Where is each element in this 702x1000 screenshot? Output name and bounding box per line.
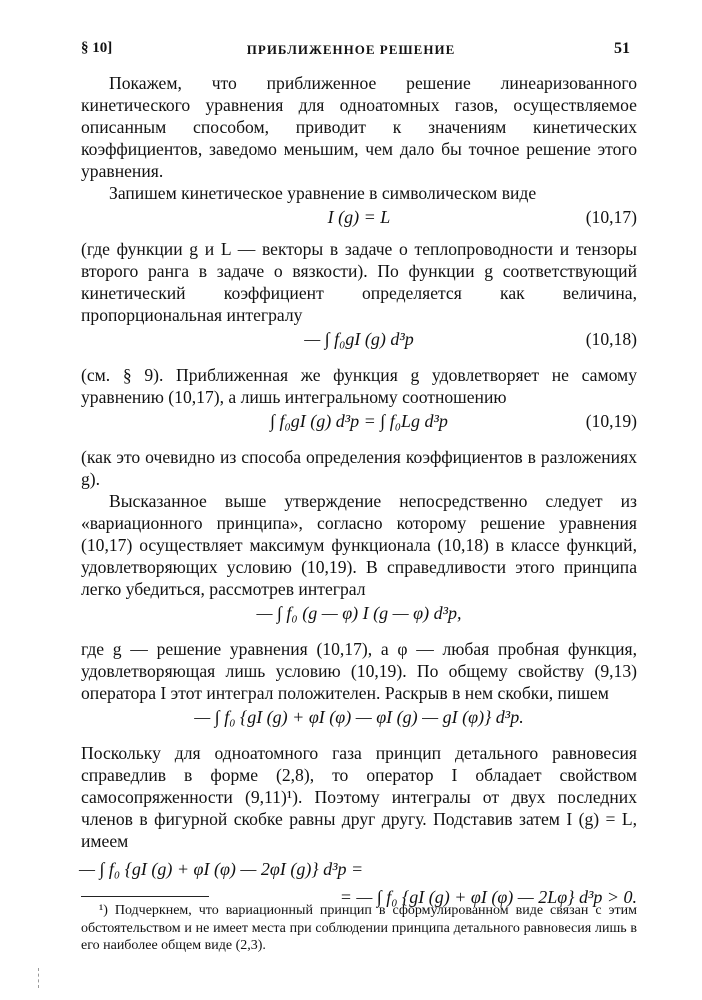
equation-10-17 [81,206,637,234]
footnote-rule [81,896,209,897]
equation-number: (10,17) [585,207,637,227]
equation-formula: — ∫ f₀ (g — φ) I (g — φ) d³p, [256,603,462,623]
page-body [81,72,637,916]
margin-mark [38,968,40,988]
running-title: ПРИБЛИЖЕННОЕ РЕШЕНИЕ [246,42,456,57]
paragraph-1: Покажем, что приближенное решение линеаризованного кинетического уравнения для одноатомных газов, осуществляемое описанным способом, приводит к значениям кинетических коэффициентов, заведомо меньшим, чем дало бы точное решение этого уравнения. [81,73,637,181]
paragraph-8: Поскольку для одноатомного газа принцип детального равновесия справедлив в форме (2,8), то оператор I обладает свойством самосопряженности (9,11)¹). Поэтому интегралы от двух последних членов в фигурной скобке равны друг другу. Подставив затем I (g) = L, имеем [81,743,637,851]
paragraph-7: где g — решение уравнения (10,17), а φ — любая пробная функция, удовлетворяющая лишь условию (10,19). По общему свойству (9,13) оператора I этот интеграл положителен. Раскрыв в нем скобки, пишем [81,639,637,703]
paragraph-2: Запишем кинетическое уравнение в символическом виде [109,183,537,203]
footnote-text: ¹) Подчеркнем, что вариационный принцип в сформулированном виде связан с этим обстоятельством и не имеет места при соблюдении принципа детального равновесия лишь в его наиболее общем виде (2,3). [81,903,637,953]
equation-formula: — ∫ f₀gI (g) d³p [304,329,414,349]
equation-formula: ∫ f₀gI (g) d³p = ∫ f₀Lg d³p [270,411,448,431]
equation-10-19 [81,410,637,442]
equation-line-2: = — ∫ f₀ {gI (g) + φI (φ) — 2Lφ} d³p > 0. [339,887,637,907]
paragraph-5: (как это очевидно из способа определения коэффициентов в разложениях g). [81,447,637,489]
equation-formula: I (g) = L [327,207,391,227]
equation-trial-integral [81,602,637,634]
paragraph-4: (см. § 9). Приближенная же функция g удовлетворяет не самому уравнению (10,17), а лишь интегральному соотношению [81,365,637,407]
equation-line-1: — ∫ f₀ {gI (g) + φI (φ) — 2φI (g)} d³p = [79,859,364,879]
footnote [81,902,637,955]
equation-expanded [81,706,637,738]
equation-10-18 [81,328,637,360]
equation-number: (10,19) [585,411,637,431]
page-number: 51 [614,40,630,57]
paragraph-3: (где функции g и L — векторы в задаче о теплопроводности и тензоры второго ранга в задаче о вязкости). По функции g соответствующий кинетический коэффициент определяется как величина, пропорциональная интегралу [81,239,637,325]
equation-number: (10,18) [585,329,637,349]
section-marker: § 10] [81,40,113,56]
paragraph-6: Высказанное выше утверждение непосредственно следует из «вариационного принципа», согласно которому решение уравнения (10,17) осуществляет максимум функционала (10,18) в классе функций, удовлетворяющих условию (10,19). В справедливости этого принципа легко убедиться, рассмотрев интеграл [81,491,637,599]
equation-formula: — ∫ f₀ {gI (g) + φI (φ) — φI (g) — gI (φ)} d³p. [194,707,524,727]
